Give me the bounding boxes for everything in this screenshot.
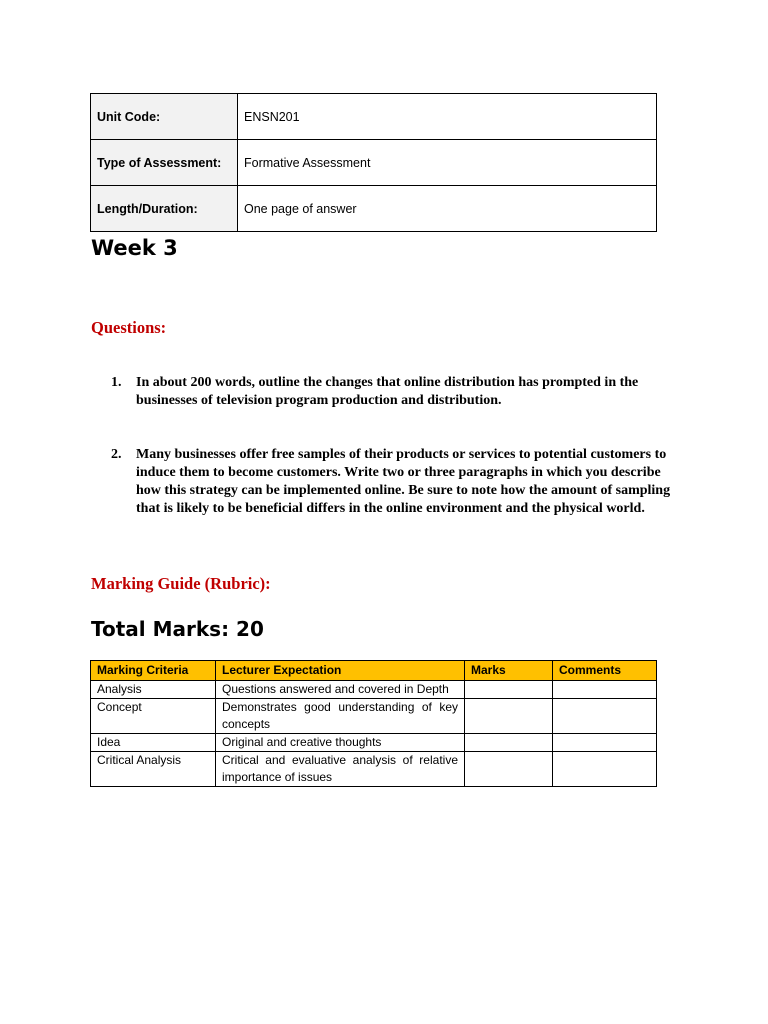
- marks-cell: [465, 734, 553, 752]
- rubric-heading: Marking Guide (Rubric):: [91, 574, 271, 593]
- marks-cell: [465, 752, 553, 787]
- expectation-cell: Questions answered and covered in Depth: [216, 681, 465, 699]
- comments-cell: [553, 752, 657, 787]
- question-item: [111, 446, 681, 518]
- info-label: Unit Code:: [91, 94, 238, 140]
- table-row: [91, 752, 657, 787]
- info-row-unit-code: [91, 94, 657, 140]
- question-number: 2.: [111, 447, 122, 462]
- marks-cell: [465, 699, 553, 734]
- criteria-cell: Analysis: [91, 681, 216, 699]
- marks-cell: [465, 681, 553, 699]
- comments-cell: [553, 699, 657, 734]
- table-row: [91, 681, 657, 699]
- rubric-table: [90, 660, 657, 787]
- info-label: Type of Assessment:: [91, 140, 238, 186]
- question-text: Many businesses offer free samples of their products or services to potential customers to induce them to become customers. Write two or three paragraphs in which you describe how this strategy can be implemented online. Be sure to note how the amount of sampling that is likely to be beneficial differs in the online environment and the physical world.: [136, 447, 671, 516]
- comments-cell: [553, 681, 657, 699]
- column-header-comments: Comments: [553, 661, 657, 681]
- question-text: In about 200 words, outline the changes that online distribution has prompted in the businesses of television program production and distribution.: [136, 375, 639, 408]
- criteria-cell: Critical Analysis: [91, 752, 216, 787]
- table-row: [91, 699, 657, 734]
- question-number: 1.: [111, 375, 122, 390]
- criteria-cell: Idea: [91, 734, 216, 752]
- questions-list: [111, 374, 681, 518]
- info-row-length-duration: [91, 186, 657, 232]
- rubric-header-row: [91, 661, 657, 681]
- column-header-expectation: Lecturer Expectation: [216, 661, 465, 681]
- info-value: One page of answer: [238, 186, 657, 232]
- table-row: [91, 734, 657, 752]
- week-title: Week 3: [91, 236, 178, 260]
- total-marks: Total Marks: 20: [91, 617, 264, 641]
- column-header-marks: Marks: [465, 661, 553, 681]
- questions-heading: Questions:: [91, 318, 167, 337]
- expectation-cell: Demonstrates good understanding of key concepts: [216, 699, 465, 734]
- expectation-cell: Critical and evaluative analysis of relative importance of issues: [216, 752, 465, 787]
- assessment-info-table: [90, 93, 657, 232]
- info-row-assessment-type: [91, 140, 657, 186]
- info-value: ENSN201: [238, 94, 657, 140]
- question-item: [111, 374, 681, 410]
- column-header-criteria: Marking Criteria: [91, 661, 216, 681]
- criteria-cell: Concept: [91, 699, 216, 734]
- info-label: Length/Duration:: [91, 186, 238, 232]
- expectation-cell: Original and creative thoughts: [216, 734, 465, 752]
- comments-cell: [553, 734, 657, 752]
- info-value: Formative Assessment: [238, 140, 657, 186]
